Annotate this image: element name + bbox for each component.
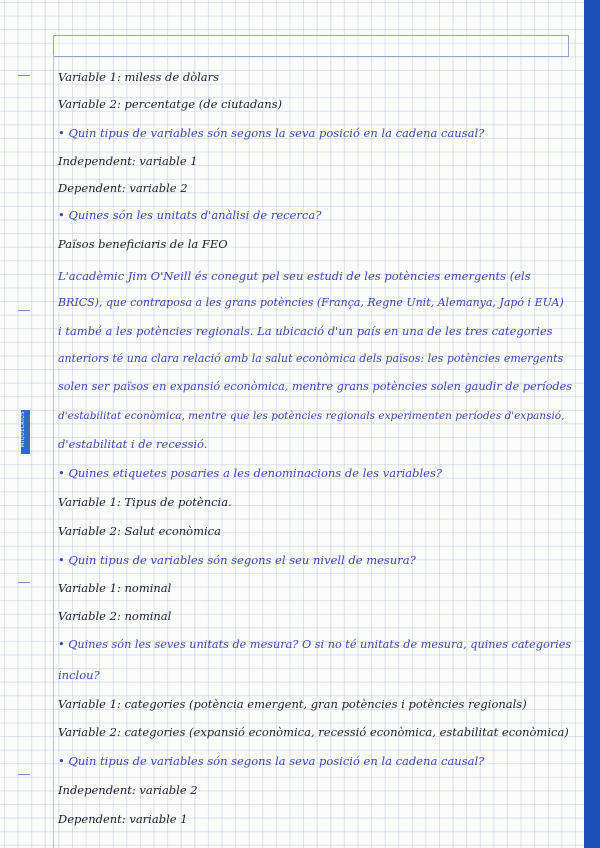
question-or-answer-line: anteriors té una clara relació amb la salut econòmica dels països: les potències emergents [58,352,564,365]
question-or-answer-line: • Quin tipus de variables són segons la seva posició en la cadena causal? [58,126,485,140]
note-line: Variable 1: nominal [58,581,172,595]
note-line: Variable 2: nominal [58,609,172,623]
question-or-answer-line: d'estabilitat econòmica, mentre que les potències regionals experimenten períodes d'expansió, [58,410,565,422]
question-or-answer-line: inclou? [58,668,100,682]
notebook-edge-bar [584,0,600,848]
note-line: Dependent: variable 2 [58,181,188,195]
note-line: Independent: variable 1 [58,154,198,168]
header-box [53,35,569,57]
note-line: Variable 2: Salut econòmica [58,524,221,538]
question-or-answer-line: • Quin tipus de variables són segons la seva posició en la cadena causal? [58,754,485,768]
margin-tick [18,310,30,311]
question-or-answer-line: • Quines etiquetes posaries a les denominacions de les variables? [58,466,443,480]
brand-text: MIQUELRIUS [20,410,27,448]
margin-tick [18,75,30,76]
note-line: Variable 1: categories (potència emergent, gran potències i potències regionals) [58,697,527,711]
note-line: Variable 1: miless de dòlars [58,70,220,84]
question-or-answer-line: BRICS), que contraposa a les grans potències (França, Regne Unit, Alemanya, Japó i EUA) [58,296,564,309]
question-or-answer-line: L'acadèmic Jim O'Neill és conegut pel seu estudi de les potències emergents (els [58,269,531,283]
margin-line [53,55,54,848]
question-or-answer-line: • Quin tipus de variables són segons el seu nivell de mesura? [58,553,416,567]
question-or-answer-line: • Quines són les seves unitats de mesura? O si no té unitats de mesura, quines categories [58,638,572,651]
margin-tick [18,774,30,775]
note-line: Dependent: variable 1 [58,812,188,826]
question-or-answer-line: • Quines són les unitats d'anàlisi de recerca? [58,208,322,222]
note-line: Variable 2: percentatge (de ciutadans) [58,97,283,111]
note-line: Variable 2: categories (expansió econòmica, recessió econòmica, estabilitat econòmica) [58,725,569,739]
note-line: Independent: variable 2 [58,783,198,797]
brand-logo [21,410,30,454]
margin-tick [18,582,30,583]
note-line: Variable 1: Tipus de potència. [58,495,232,509]
question-or-answer-line: solen ser països en expansió econòmica, mentre grans potències solen gaudir de períodes [58,380,573,393]
question-or-answer-line: d'estabilitat i de recessió. [58,437,208,451]
note-line: Països beneficiaris de la FEO [58,237,228,251]
question-or-answer-line: i també a les potències regionals. La ubicació d'un país en una de les tres categories [58,324,553,338]
